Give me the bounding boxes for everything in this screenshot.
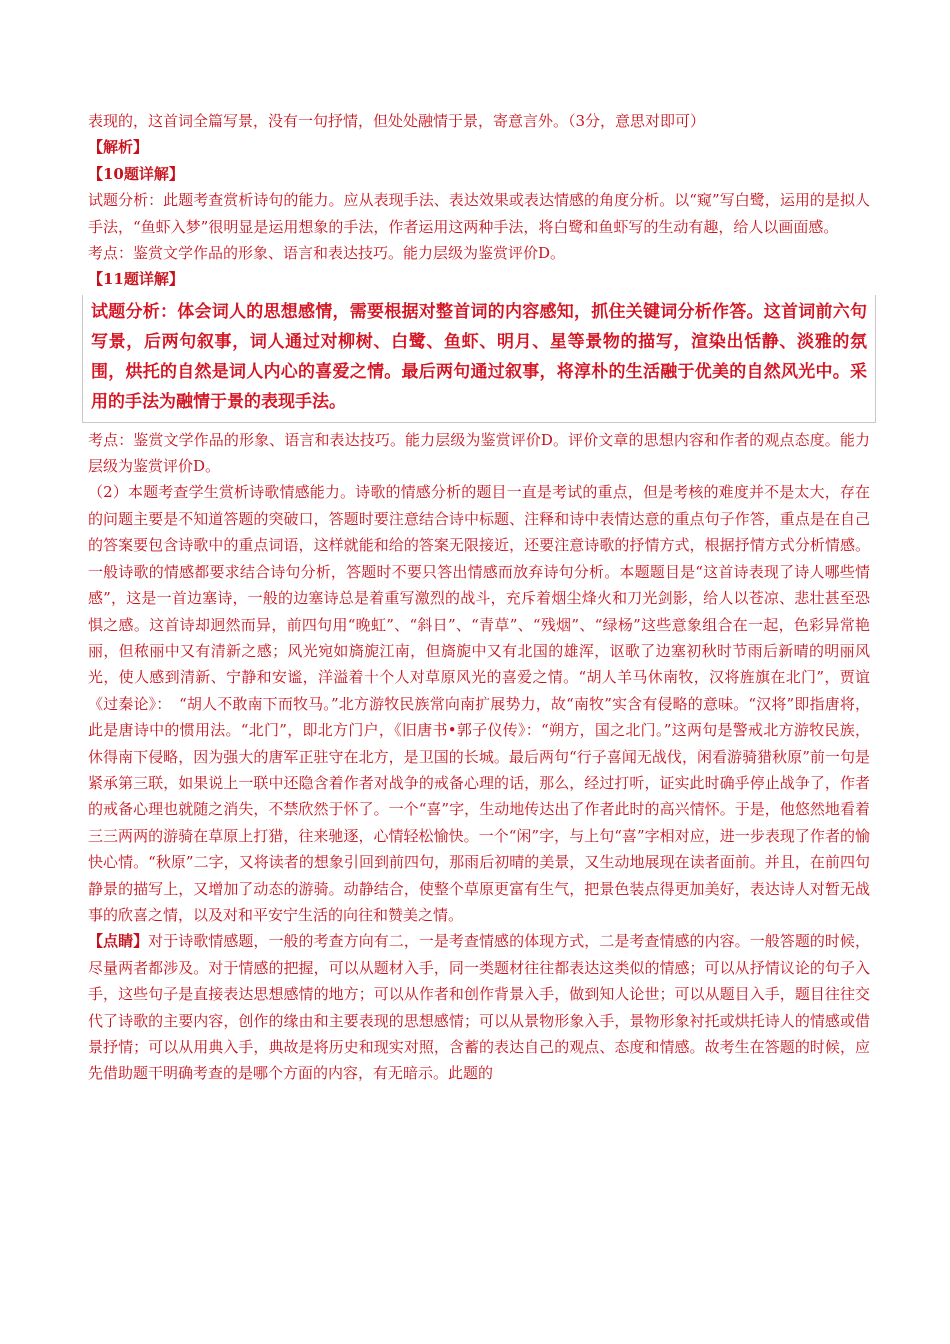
q10-kaodian: 考点：鉴赏文学作品的形象、语言和表达技巧。能力层级为鉴赏评价D。 [88, 244, 566, 263]
part2-explanation: （2）本题考查学生赏析诗歌情感能力。诗歌的情感分析的题目一直是考试的重点，但是考核的难度并不是太大，存在的问题主要是不知道答题的突破口，答题时要注意结合诗中标题、注释和诗中表情达意的重点句子作答，重点是在自己的答案要包含诗歌中的重点词语，这样就能和给的答案无限接近，还要注意诗歌的抒情方式，根据抒情方式分析情感。一般诗歌的情感都要求结合诗句分析，答题时不要只答出情感而放弃诗句分析。本题题目是“这首诗表现了诗人哪些情感”，这是一首边塞诗，一般的边塞诗总是着重写激烈的战斗，充斥着烟尘烽火和刀光剑影，给人以苍凉、悲壮甚至恐惧之感。这首诗却迥然而异，前四句用“晚虹”、“斜日”、“青草”、“残烟”、“绿杨”这些意象组合在一起，色彩异常艳丽，但秾丽中又有清新之感；风光宛如旖旎江南，但旖旎中又有北国的雄浑，讴歌了边塞初秋时节雨后新晴的明丽风光，使人感到清新、宁静和安谧，洋溢着十个人对草原风光的喜爱之情。“胡人羊马休南牧，汉将旌旗在北门”，贾谊《过秦论》： “胡人不敢南下而牧马。”北方游牧民族常向南扩展势力，故“南牧”实含有侵略的意味。“汉将”即指唐将，此是唐诗中的惯用法。“北门”，即北方门户，《旧唐书•郭子仪传》：“朔方，国之北门。”这两句是警戒北方游牧民族，休得南下侵略，因为强大的唐军正驻守在北方，是卫国的长城。最后两句“行子喜闻无战伐，闲看游骑猎秋原”前一句是紧承第三联，如果说上一联中还隐含着作者对战争的戒备心理的话，那么，经过打听，证实此时确乎停止战争了，作者的戒备心理也就随之消失，不禁欣然于怀了。一个“喜”字，生动地传达出了作者此时的高兴情怀。于是，他悠然地看着三三两两的游骑在草原上打猎，往来驰逐，心情轻松愉快。一个“闲”字，与上句“喜”字相对应，进一步表现了作者的愉快心情。“秋原”二字，又将读者的想象引回到前四句，那雨后初晴的美景，又生动地展现在读者面前。并且，在前四句静景的描写上，又增加了动态的游骑。动静结合，使整个草原更富有生气，把景色装点得更加美好，表达诗人对暂无战事的欣喜之情，以及对和平安宁生活的向往和赞美之情。 [88, 483, 870, 924]
section-header-q11: 【11题详解】 [88, 270, 184, 289]
q11-kaodian: 考点：鉴赏文学作品的形象、语言和表达技巧。能力层级为鉴赏评价D。评价文章的思想内容和作者的观点态度。能力层级为鉴赏评价D。 [88, 430, 870, 476]
section-header-analysis: 【解析】 [88, 138, 149, 157]
q11-analysis-text: 试题分析：体会词人的思想感情，需要根据对整首词的内容感知，抓住关键词分析作答。这首词前六句写景，后两句叙事，词人通过对柳树、白鹭、鱼虾、明月、星等景物的描写，渲染出恬静、淡雅的氛围，烘托的自然是词人内心的喜爱之情。最后两句通过叙事，将淳朴的生活融于优美的自然风光中。采用的手法为融情于景的表现手法。 [91, 301, 867, 413]
q10-analysis: 试题分析：此题考查赏析诗句的能力。应从表现手法、表达效果或表达情感的角度分析。以“窥”写白鹭，运用的是拟人手法，“鱼虾入梦”很明显是运用想象的手法，作者运用这两种手法，将白鹭和鱼虾写的生动有趣，给人以画面感。 [88, 191, 870, 236]
answer-continuation: 表现的，这首词全篇写景，没有一句抒情，但处处融情于景，寄意言外。（3分，意思对即可） [88, 112, 706, 130]
dianjing-text: 对于诗歌情感题，一般的考查方向有二，一是考查情感的体现方式，二是考查情感的内容。一般答题的时候，尽量两者都涉及。对于情感的把握，可以从题材入手，同一类题材往往都表达这类似的情感；可以从抒情议论的句子入手，这些句子是直接表达思想感情的地方；可以从作者和创作背景入手，做到知人论世；可以从题目入手，题目往往交代了诗歌的主要内容，创作的缘由和主要表现的思想感情；可以从景物形象入手，景物形象衬托或烘托诗人的情感或借景抒情；可以从用典入手，典故是将历史和现实对照，含蓄的表达自己的观点、态度和情感。故考生在答题的时候，应先借助题干明确考查的是哪个方面的内容，有无暗示。此题的 [88, 932, 870, 1083]
section-header-q10: 【10题详解】 [88, 164, 184, 183]
dianjing-paragraph [88, 928, 870, 1086]
section-header-dianjing: 【点睛】 [88, 932, 149, 951]
document-page [88, 108, 870, 1087]
q11-analysis-box [82, 295, 876, 423]
